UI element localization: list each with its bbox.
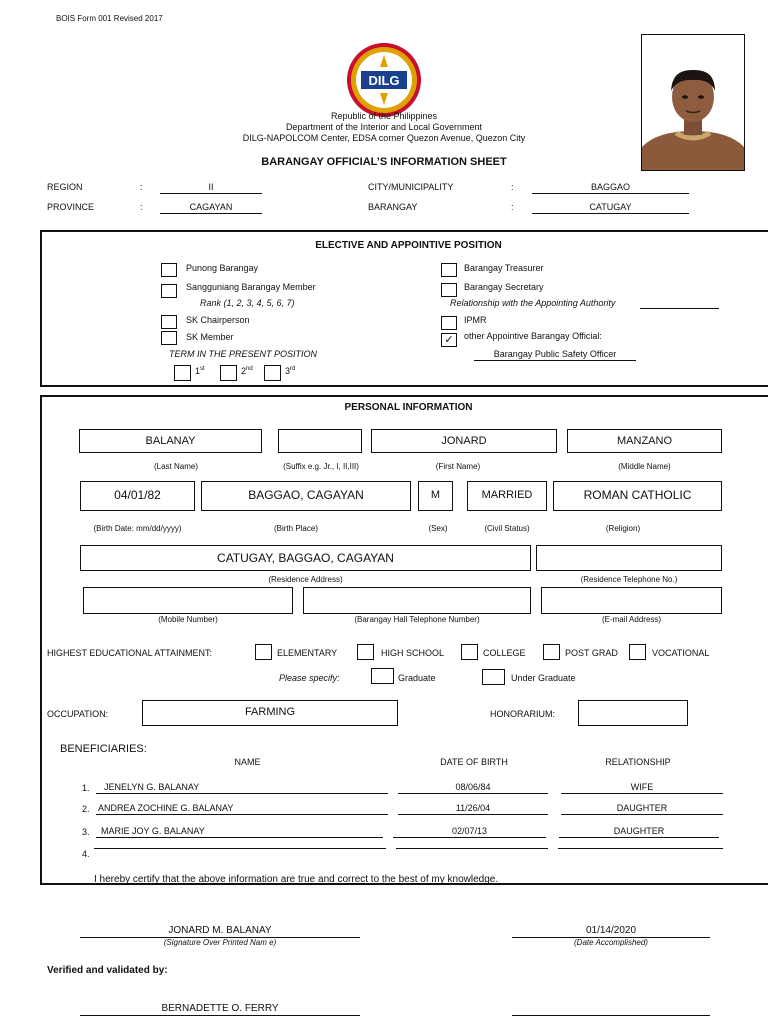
high-school-label: HIGH SCHOOL — [381, 648, 445, 658]
region-field[interactable]: II — [160, 182, 262, 194]
id-photo — [641, 34, 745, 171]
beneficiary-dob-header: DATE OF BIRTH — [440, 757, 508, 767]
province-label: PROVINCE — [47, 202, 95, 212]
middle-name-field[interactable]: MANZANO — [567, 429, 722, 453]
verifier-date-line[interactable] — [512, 1015, 710, 1016]
beneficiary-row-1-name[interactable]: JENELYN G. BALANAY — [96, 782, 388, 794]
high-school-checkbox[interactable] — [357, 644, 374, 660]
mobile-field[interactable] — [83, 587, 293, 614]
relationship-label: Relationship with the Appointing Authority — [450, 298, 616, 308]
beneficiary-relationship-header: RELATIONSHIP — [605, 757, 671, 767]
date-accomplished-field[interactable]: 01/14/2020 — [512, 925, 710, 938]
beneficiary-row-1-dob[interactable]: 08/06/84 — [398, 782, 548, 794]
form-title: BARANGAY OFFICIAL’S INFORMATION SHEET — [261, 156, 507, 168]
region-label: REGION — [47, 182, 83, 192]
civil-status-caption: (Civil Status) — [484, 524, 530, 533]
occupation-field[interactable]: FARMING — [142, 700, 398, 726]
birth-place-caption: (Birth Place) — [273, 524, 318, 533]
signature-name-field[interactable]: JONARD M. BALANAY — [80, 925, 360, 938]
sangguniang-checkbox[interactable] — [161, 284, 177, 298]
term-3rd-checkbox[interactable] — [264, 365, 281, 381]
dilg-seal-logo — [346, 42, 422, 118]
last-name-field[interactable]: BALANAY — [79, 429, 262, 453]
personal-title: PERSONAL INFORMATION — [344, 402, 473, 413]
beneficiary-row-4-num: 4. — [82, 849, 90, 859]
suffix-caption: (Suffix e.g. Jr., I, II,III) — [283, 462, 359, 471]
religion-caption: (Religion) — [605, 524, 641, 533]
treasurer-checkbox[interactable] — [441, 263, 457, 277]
occupation-label: OCCUPATION: — [47, 709, 109, 719]
punong-label: Punong Barangay — [186, 263, 259, 273]
vocational-checkbox[interactable] — [629, 644, 646, 660]
province-field[interactable]: CAGAYAN — [160, 202, 262, 214]
certification-statement: I hereby certify that the above information are true and correct to the best of my knowledge. — [94, 874, 499, 885]
residence-phone-caption: (Residence Telephone No.) — [580, 575, 678, 584]
beneficiary-row-2-name[interactable]: ANDREA ZOCHINE G. BALANAY — [96, 803, 388, 815]
other-position-field[interactable]: Barangay Public Safety Officer — [474, 349, 636, 361]
signature-caption: (Signature Over Printed Nam e) — [163, 938, 277, 947]
please-specify-label: Please specify: — [279, 673, 340, 683]
secretary-label: Barangay Secretary — [464, 282, 544, 292]
elementary-label: ELEMENTARY — [277, 648, 338, 658]
header-line-2: Department of the Interior and Local Government — [285, 122, 483, 132]
education-label: HIGHEST EDUCATIONAL ATTAINMENT: — [47, 648, 213, 658]
honorarium-label: HONORARIUM: — [490, 709, 555, 719]
sk-chair-checkbox[interactable] — [161, 315, 177, 329]
beneficiary-row-3-rel[interactable]: DAUGHTER — [559, 826, 719, 838]
position-title: ELECTIVE AND APPOINTIVE POSITION — [315, 240, 502, 251]
first-name-field[interactable]: JONARD — [371, 429, 557, 453]
beneficiaries-label: BENEFICIARIES: — [60, 743, 147, 755]
city-colon: : — [511, 182, 514, 192]
header-line-1: Republic of the Philippines — [330, 111, 438, 121]
term-3rd-label: 3rd — [285, 366, 296, 376]
term-2nd-label: 2nd — [241, 366, 253, 376]
post-grad-checkbox[interactable] — [543, 644, 560, 660]
beneficiary-row-2-num: 2. — [82, 804, 90, 814]
vocational-label: VOCATIONAL — [652, 648, 710, 658]
treasurer-label: Barangay Treasurer — [464, 263, 544, 273]
beneficiary-row-3-name[interactable]: MARIE JOY G. BALANAY — [96, 826, 383, 838]
hall-phone-caption: (Barangay Hall Telephone Number) — [354, 615, 480, 624]
mobile-caption: (Mobile Number) — [158, 615, 218, 624]
civil-status-field[interactable]: MARRIED — [467, 481, 547, 511]
term-1st-checkbox[interactable] — [174, 365, 191, 381]
birth-place-field[interactable]: BAGGAO, CAGAYAN — [201, 481, 411, 511]
beneficiary-row-2-dob[interactable]: 11/26/04 — [398, 803, 548, 815]
ipmr-checkbox[interactable] — [441, 316, 457, 330]
graduate-checkbox[interactable] — [371, 668, 394, 684]
residence-field[interactable]: CATUGAY, BAGGAO, CAGAYAN — [80, 545, 531, 571]
verifier-name-field[interactable]: BERNADETTE O. FERRY — [80, 1003, 360, 1016]
barangay-colon: : — [511, 202, 514, 212]
middle-name-caption: (Middle Name) — [618, 462, 671, 471]
beneficiary-name-header: NAME — [234, 757, 261, 767]
term-2nd-checkbox[interactable] — [220, 365, 237, 381]
beneficiary-row-4-dob[interactable] — [396, 848, 548, 849]
sk-member-checkbox[interactable] — [161, 331, 177, 345]
hall-phone-field[interactable] — [303, 587, 531, 614]
beneficiary-row-1-rel[interactable]: WIFE — [561, 782, 723, 794]
verified-label: Verified and validated by: — [47, 965, 168, 976]
punong-checkbox[interactable] — [161, 263, 177, 277]
ipmr-label: IPMR — [464, 315, 487, 325]
sex-field[interactable]: M — [418, 481, 453, 511]
city-label: CITY/MUNICIPALITY — [368, 182, 454, 192]
barangay-label: BARANGAY — [368, 202, 418, 212]
other-label: other Appointive Barangay Official: — [464, 331, 602, 341]
province-colon: : — [140, 202, 143, 212]
form-code: BOIS Form 001 Revised 2017 — [56, 14, 163, 23]
beneficiary-row-2-rel[interactable]: DAUGHTER — [561, 803, 723, 815]
college-checkbox[interactable] — [461, 644, 478, 660]
beneficiary-row-3-num: 3. — [82, 827, 90, 837]
sk-chair-label: SK Chairperson — [186, 315, 250, 325]
date-accomplished-caption: (Date Accomplished) — [574, 938, 648, 947]
rank-label: Rank (1, 2, 3, 4, 5, 6, 7) — [200, 298, 295, 308]
sangguniang-label: Sangguniang Barangay Member — [186, 282, 316, 292]
post-grad-label: POST GRAD — [565, 648, 618, 658]
under-graduate-label: Under Graduate — [511, 673, 576, 683]
beneficiary-row-4-rel[interactable] — [558, 848, 723, 849]
honorarium-field[interactable] — [578, 700, 688, 726]
term-label: TERM IN THE PRESENT POSITION — [169, 349, 318, 359]
header-line-3: DILG-NAPOLCOM Center, EDSA corner Quezon Avenue, Quezon City — [242, 133, 526, 143]
birth-date-field[interactable]: 04/01/82 — [80, 481, 195, 511]
beneficiary-row-1-num: 1. — [82, 783, 90, 793]
beneficiary-row-3-dob[interactable]: 02/07/13 — [393, 826, 546, 838]
first-name-caption: (First Name) — [435, 462, 481, 471]
suffix-field[interactable] — [278, 429, 362, 453]
birth-date-caption: (Birth Date: mm/dd/yyyy) — [93, 524, 182, 533]
elementary-checkbox[interactable] — [255, 644, 272, 660]
svg-text:DILG: DILG — [368, 73, 400, 88]
under-graduate-checkbox[interactable] — [482, 669, 505, 685]
secretary-checkbox[interactable] — [441, 283, 457, 297]
residence-caption: (Residence Address) — [268, 575, 343, 584]
relationship-line[interactable] — [640, 308, 719, 309]
term-1st-label: 1st — [195, 366, 205, 376]
residence-phone-field[interactable] — [536, 545, 722, 571]
city-field[interactable]: BAGGAO — [532, 182, 689, 194]
beneficiary-row-4-name[interactable] — [94, 848, 386, 849]
last-name-caption: (Last Name) — [153, 462, 198, 471]
email-caption: (E-mail Address) — [601, 615, 662, 624]
other-checkbox-checked[interactable]: ✓ — [441, 333, 457, 347]
sex-caption: (Sex) — [428, 524, 448, 533]
religion-field[interactable]: ROMAN CATHOLIC — [553, 481, 722, 511]
region-colon: : — [140, 182, 143, 192]
graduate-label: Graduate — [398, 673, 436, 683]
email-field[interactable] — [541, 587, 722, 614]
barangay-field[interactable]: CATUGAY — [532, 202, 689, 214]
sk-member-label: SK Member — [186, 332, 234, 342]
college-label: COLLEGE — [483, 648, 526, 658]
